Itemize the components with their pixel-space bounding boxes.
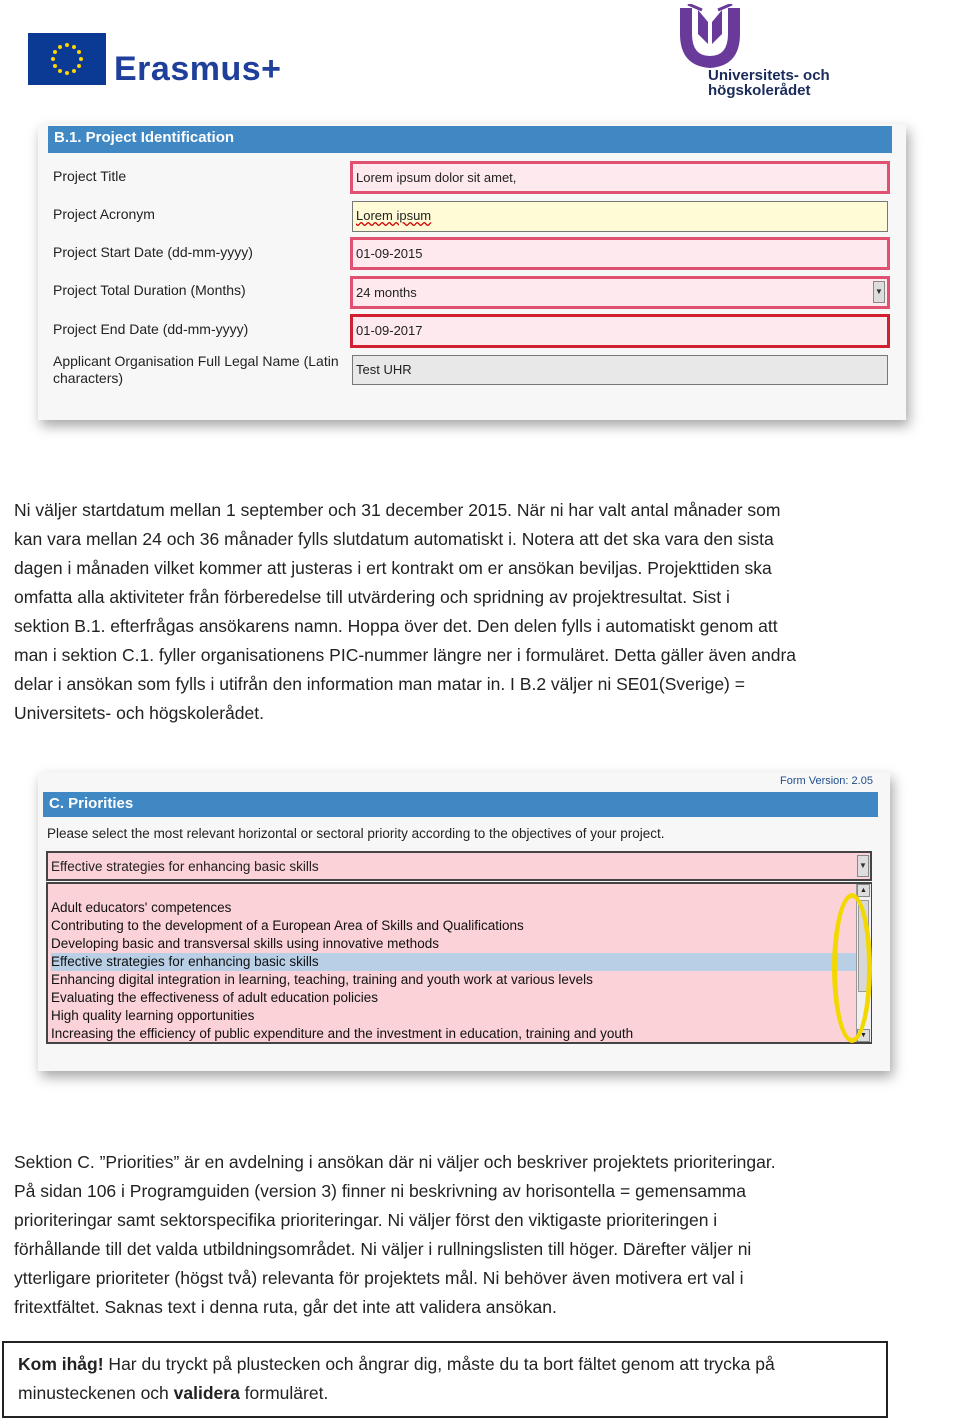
uhr-logo-icon [676,4,744,74]
legal-name-field: Test UHR [352,355,888,385]
reminder-bold-validate: validera [173,1383,240,1403]
list-item-selected[interactable]: Effective strategies for enhancing basic skills [51,953,859,971]
reminder-text-3: formuläret. [239,1383,329,1403]
list-item[interactable]: High quality learning opportunities [51,1008,255,1023]
list-item[interactable]: Enhancing digital integration in learning, teaching, training and youth work at various levels [51,972,593,987]
chevron-down-icon[interactable]: ▼ [873,281,885,303]
start-date-label: Project Start Date (dd-mm-yyyy) [53,244,253,260]
para2-line: förhållande till det valda utbildningsområdet. Ni väljer i rullningslisten till höger. Därefter väljer ni [14,1239,752,1259]
para1-line: sektion B.1. efterfrågas ansökarens namn. Hoppa över det. Den delen fylls i automatiskt genom att [14,616,778,636]
scroll-down-icon[interactable]: ▼ [857,1029,870,1042]
reminder-text-2: minusteckenen och [18,1383,174,1403]
duration-select[interactable]: 24 months [350,276,890,309]
form-version: Form Version: 2.05 [780,775,873,787]
para1-line: Universitets- och högskolerådet. [14,703,264,723]
uhr-logo-line2: högskolerådet [708,82,811,99]
reminder-line-2 [18,1379,872,1408]
priority-select[interactable]: Effective strategies for enhancing basic skills [46,851,872,881]
project-title-field[interactable]: Lorem ipsum dolor sit amet, [350,161,890,194]
list-item[interactable]: Contributing to the development of a European Area of Skills and Qualifications [51,918,524,933]
reminder-box [2,1341,888,1418]
legal-name-label-line1: Applicant Organisation Full Legal Name (Latin [53,353,339,369]
section-c-header: C. Priorities [43,792,878,817]
para1-line: delar i ansökan som fylls i utifrån den information man matar in. I B.2 väljer ni SE01(Sverige) = [14,674,745,694]
duration-label: Project Total Duration (Months) [53,282,246,298]
section-b1-header: B.1. Project Identification [48,126,892,153]
scroll-up-icon[interactable]: ▲ [857,884,870,897]
reminder-bold-start: Kom ihåg! [18,1354,104,1374]
legal-name-label [53,353,339,387]
para2-line: På sidan 106 i Programguiden (version 3) finner ni beskrivning av horisontella = gemensamma [14,1181,746,1201]
instruction-paragraph-1 [14,496,796,728]
uhr-logo-line1: Universitets- och [708,67,830,84]
project-acronym-field[interactable]: Lorem ipsum [352,201,888,232]
legal-name-label-line2: characters) [53,370,124,386]
para2-line: prioriteringar samt sektorspecifika prioriteringar. Ni väljer först den viktigaste prioriteringen i [14,1210,718,1230]
list-item[interactable]: Adult educators' competences [51,900,232,915]
para2-line: fritextfältet. Saknas text i denna ruta, går det inte att validera ansökan. [14,1297,557,1317]
para2-line: Sektion C. ”Priorities” är en avdelning i ansökan där ni väljer och beskriver projektets prioriteringar. [14,1152,776,1172]
priorities-instruction: Please select the most relevant horizontal or sectoral priority according to the objectives of your project. [47,826,665,841]
priority-options-list[interactable] [46,882,872,1044]
erasmus-logo-text: Erasmus+ [114,50,282,88]
start-date-field[interactable]: 01-09-2015 [350,237,890,270]
instruction-paragraph-2 [14,1148,776,1322]
chevron-down-icon[interactable]: ▼ [857,855,869,877]
eu-flag-logo [28,33,106,85]
para1-line: dagen i månaden vilket kommer att justeras i ert kontrakt om er ansökan beviljas. Projekttiden ska [14,558,772,578]
para1-line: omfatta alla aktiviteter från förberedelse till utvärdering och spridning av projektresultat. Sist i [14,587,730,607]
para1-line: man i sektion C.1. fyller organisationens PIC-nummer längre ner i formuläret. Detta gäller även andra [14,645,797,665]
para1-line: Ni väljer startdatum mellan 1 september och 31 december 2015. När ni har valt antal månader som [14,500,781,520]
list-item[interactable]: Developing basic and transversal skills using innovative methods [51,936,439,951]
para2-line: ytterligare prioriteter (högst två) relevanta för projektets mål. Ni behöver även motivera ert val i [14,1268,744,1288]
reminder-text-1: Har du tryckt på plustecken och ångrar dig, måste du ta bort fältet genom att trycka på [103,1354,775,1374]
para1-line: kan vara mellan 24 och 36 månader fylls slutdatum automatiskt i. Notera att det ska vara den sista [14,529,774,549]
uhr-logo-text [708,68,830,98]
list-item[interactable]: Increasing the efficiency of public expenditure and the investment in education, training and youth [51,1026,634,1041]
yellow-highlight-ring [832,893,872,1043]
list-item[interactable]: Evaluating the effectiveness of adult education policies [51,990,378,1005]
end-date-label: Project End Date (dd-mm-yyyy) [53,321,249,337]
end-date-field[interactable]: 01-09-2017 [350,314,890,348]
project-title-label: Project Title [53,168,127,184]
project-acronym-label: Project Acronym [53,206,155,222]
reminder-line-1 [18,1350,872,1379]
